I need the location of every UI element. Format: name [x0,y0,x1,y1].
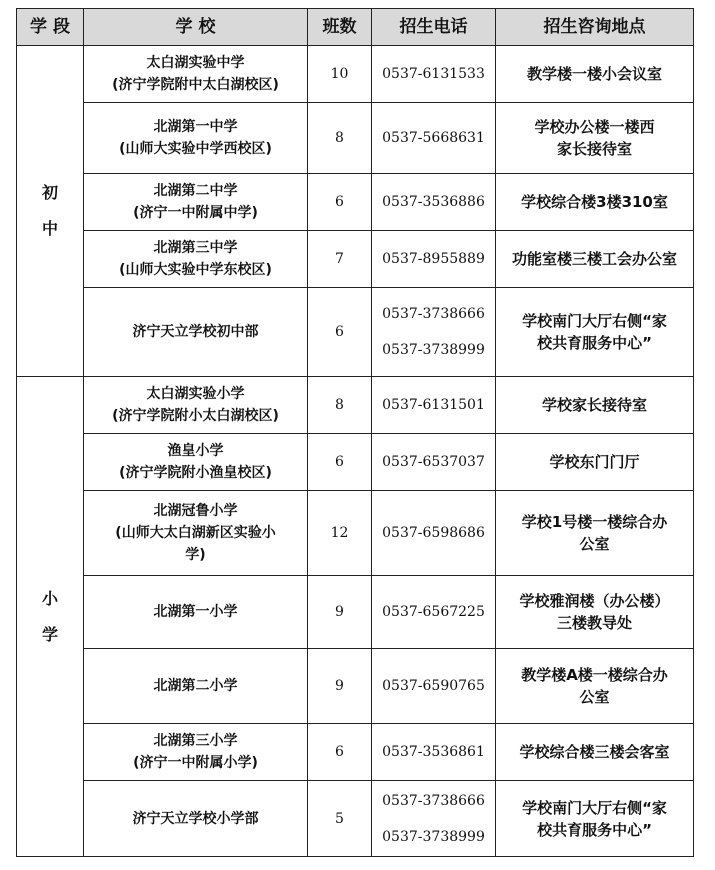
class-count-cell: 8 [308,103,372,174]
admissions-table [16,8,694,857]
location-line: 公室 [579,535,610,553]
phone-number: 0537-6590765 [382,678,485,694]
table-row [17,724,694,781]
class-count-cell: 6 [308,174,372,231]
stage-cell-primary [17,377,84,857]
location-line: 学校东门门厅 [549,453,640,471]
location-line: 学校雅润楼（办公楼） [519,592,670,610]
phone-number: 0537-6131533 [382,66,485,82]
school-name-line: 北湖第一中学 [153,119,238,135]
school-cell [84,46,308,103]
table-row [17,231,694,288]
class-count-cell: 6 [308,724,372,781]
location-line: 学校南门大厅右侧“家 [522,798,667,817]
phone-number: 0537-3738999 [382,342,485,358]
location-cell [496,46,694,103]
location-cell [496,781,694,857]
school-name-line: 济宁天立学校小学部 [132,810,259,827]
school-name-line: 济宁天立学校初中部 [132,324,259,340]
table-row [17,491,694,576]
class-count-cell: 7 [308,231,372,288]
school-name-line: 北湖第二小学 [153,678,238,694]
school-name-line: 渔皇小学 [167,443,224,459]
location-line: 三楼教导处 [556,614,632,632]
location-cell [496,576,694,649]
school-name-line: 学) [185,547,206,563]
stage-label: 小 [41,588,58,608]
location-line: 家长接待室 [556,140,632,158]
table-row [17,434,694,491]
school-name-line: (山师大实验中学东校区) [119,262,272,278]
table-row [17,288,694,377]
phone-number: 0537-3738999 [382,828,485,845]
phone-cell [372,576,496,649]
phone-cell [372,491,496,576]
phone-cell [372,103,496,174]
table-row [17,174,694,231]
location-line: 学校1号楼一楼综合办 [521,513,668,531]
table-body [17,46,694,857]
location-cell [496,288,694,377]
phone-cell [372,377,496,434]
table-row [17,103,694,174]
header-row [17,9,694,46]
phone-number: 0537-3536886 [382,194,485,210]
table-row [17,377,694,434]
class-count-cell: 8 [308,377,372,434]
school-name-line: (山师大实验中学西校区) [119,141,272,157]
class-count-cell: 9 [308,649,372,724]
location-cell [496,434,694,491]
phone-cell [372,434,496,491]
stage-label: 初 [41,183,58,202]
phone-cell [372,649,496,724]
stage-cell-junior [17,46,84,377]
school-cell [84,231,308,288]
location-line: 教学楼A楼一楼综合办 [521,666,668,684]
phone-cell [372,174,496,231]
phone-number: 0537-3738666 [382,306,485,322]
school-cell [84,288,308,377]
header-classes: 班数 [308,9,372,46]
phone-cell [372,288,496,377]
location-line: 校共育服务中心” [537,334,652,352]
school-name-line: (济宁学院附小太白湖校区) [112,408,279,424]
location-cell [496,649,694,724]
location-cell [496,377,694,434]
school-name-line: 北湖第二中学 [153,183,238,199]
location-cell [496,103,694,174]
class-count-cell: 6 [308,288,372,377]
school-name-line: 北湖第一小学 [153,604,238,620]
school-cell [84,724,308,781]
school-cell [84,174,308,231]
school-name-line: (济宁一中附属中学) [133,205,258,221]
school-name-line: 太白湖实验中学 [146,55,245,71]
stage-label: 学 [41,624,58,644]
school-cell [84,781,308,857]
header-phone: 招生电话 [372,9,496,46]
location-cell [496,174,694,231]
location-line: 公室 [579,688,610,706]
table-row [17,576,694,649]
phone-number: 0537-6567225 [382,604,485,620]
phone-cell [372,724,496,781]
school-name-line: (济宁一中附属小学) [133,755,258,771]
school-name-line: 北湖第三小学 [153,733,238,749]
phone-number: 0537-6537037 [382,454,485,470]
school-cell [84,576,308,649]
header-location: 招生咨询地点 [496,9,694,46]
phone-cell [372,46,496,103]
header-school: 学 校 [84,9,308,46]
location-line: 教学楼一楼小会议室 [526,65,662,83]
phone-cell [372,781,496,857]
location-line: 学校南门大厅右侧“家 [522,312,667,330]
phone-number: 0537-3536861 [382,744,485,760]
table-row [17,46,694,103]
location-line: 学校办公楼一楼西 [534,118,655,136]
school-name-line: 北湖冠鲁小学 [153,503,238,519]
phone-cell [372,231,496,288]
location-line: 学校家长接待室 [541,396,647,414]
location-line: 校共育服务中心” [537,820,652,839]
table-row [17,649,694,724]
school-name-line: 北湖第三中学 [153,240,238,256]
stage-label: 中 [41,219,58,238]
school-cell [84,649,308,724]
phone-number: 0537-6598686 [382,525,485,541]
school-cell [84,434,308,491]
class-count-cell: 6 [308,434,372,491]
phone-number: 0537-6131501 [382,397,485,413]
location-line: 学校综合楼3楼310室 [521,193,668,211]
location-line: 学校综合楼三楼会客室 [519,743,670,761]
location-cell [496,724,694,781]
phone-number: 0537-3738666 [382,792,485,809]
school-name-line: (济宁学院附小渔皇校区) [119,465,272,481]
class-count-cell: 12 [308,491,372,576]
table-row [17,781,694,857]
location-cell [496,491,694,576]
class-count-cell: 9 [308,576,372,649]
class-count-cell: 5 [308,781,372,857]
school-cell [84,377,308,434]
header-stage: 学 段 [17,9,84,46]
phone-number: 0537-5668631 [382,130,485,146]
school-cell [84,103,308,174]
school-cell [84,491,308,576]
school-name-line: (山师大太白湖新区实验小 [115,525,276,541]
location-cell [496,231,694,288]
class-count-cell: 10 [308,46,372,103]
school-name-line: 太白湖实验小学 [146,386,245,402]
location-line: 功能室楼三楼工会办公室 [511,250,677,268]
phone-number: 0537-8955889 [382,251,485,267]
school-name-line: (济宁学院附中太白湖校区) [112,77,279,93]
